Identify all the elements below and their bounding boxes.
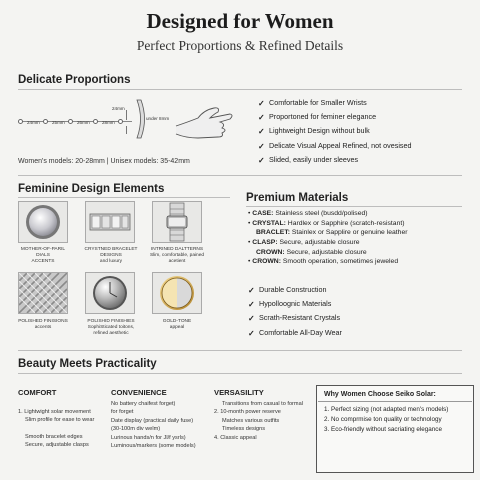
section-divider (18, 175, 462, 176)
section-divider (246, 206, 462, 207)
checklist-item: ✓ Comfortable for Smaller Wrists (258, 98, 367, 108)
checklist-item: ✓ Hypolloognic Materials (248, 299, 332, 310)
why-box-list (324, 406, 470, 434)
materials-checklist (248, 286, 468, 338)
page-title: Designed for Women (146, 9, 334, 33)
tile-caption: MOTHER-OF-PARIL DIALS ACCENTS (20, 247, 66, 264)
polished-dial-tile (85, 272, 135, 314)
why-women-choose-box (316, 385, 474, 473)
gold-tone-dial-icon (153, 273, 201, 313)
tile-caption: POLISHID FINISHIES SophiSticated toitons, refined aesthetic (87, 319, 135, 336)
checkmark-icon: ✓ (258, 127, 265, 137)
size-marker-icon (68, 119, 73, 124)
size-marker-icon (43, 119, 48, 124)
tile-caption: GOLD-TONE appeal (162, 319, 192, 330)
checkmark-icon: ✓ (258, 113, 265, 123)
checklist-item: ✓ Lightweight Design without bulk (258, 126, 370, 137)
why-box-title: Why Women Choose Seiko Solar: (324, 391, 436, 398)
premium-materials-heading: Premium Materials (246, 192, 349, 204)
checklist-item: ✓ Proportoned for feminer elegance (258, 112, 377, 123)
material-item: BRACLET: Stainlex or Sapplire or genuine leather (256, 229, 408, 237)
versatility-list: Transitions from casual to formal 2. 10-month power reserve Matches various outfits Timeless designs 4. Classic appeal (214, 401, 303, 441)
checkmark-icon: ✓ (258, 141, 265, 151)
materials-list (248, 209, 473, 267)
checklist-item: ✓ Slided, easily under sleeves (258, 154, 359, 165)
versatility-heading: VERSASILITY (214, 388, 264, 397)
size-label: 24mm (27, 120, 40, 125)
feminine-design-heading: Feminine Design Elements (18, 183, 165, 195)
bracelet-pattern-tile (152, 201, 202, 243)
bracelet-links-icon (86, 202, 134, 242)
proportion-checklist (258, 99, 473, 165)
convenience-heading: CONVENIENCE (111, 388, 167, 397)
checkmark-icon: ✓ (248, 300, 255, 310)
size-marker-icon (18, 119, 23, 124)
tile-caption: INTRINED DALTTERNS Slim, comfortable, pained acetient (149, 247, 205, 264)
gold-tone-tile (152, 272, 202, 314)
material-item: CROWN: Secure, adjustable closure (256, 248, 367, 256)
size-label: 26mm (77, 120, 90, 125)
checkmark-icon: ✓ (258, 99, 265, 108)
proportion-diagram (16, 96, 236, 148)
checklist-item: ✓ Comfortable All-Day Wear (248, 327, 342, 338)
woven-texture-icon (19, 273, 67, 313)
why-item: 1. Perfect sizing (not adapted men's models) (324, 406, 449, 413)
checkmark-icon: ✓ (258, 155, 265, 165)
checklist-item: ✓ Scrath-Resistant Crystals (248, 313, 341, 324)
comfort-heading: COMFORT (18, 388, 57, 397)
tile-caption: CRYSTNED BRACELET DESIGNS and luxury (84, 247, 138, 264)
size-marker-icon (118, 119, 123, 124)
checklist-item: ✓ Delicate Visual Appeal Refined, not ovesised (258, 140, 412, 151)
beauty-practicality-heading: Beauty Meets Practicality (18, 358, 157, 370)
comfort-list: 1. Lightwight solar movement Slim profile for ease to wear Smooth bracelet edges Secure, adjustable clasps (18, 409, 95, 449)
checkmark-icon: ✓ (248, 314, 255, 324)
section-divider (18, 197, 230, 198)
size-label: 25mm (52, 120, 65, 125)
material-item: • CLASP: Secure, adjustable closure (248, 238, 360, 246)
size-marker-icon (93, 119, 98, 124)
size-label: 28mm (102, 120, 115, 125)
checkmark-icon: ✓ (248, 286, 255, 295)
material-item: • CASE: Stainless steel (busdd/polised) (248, 210, 368, 217)
section-divider (18, 89, 462, 90)
mother-of-pearl-tile (18, 201, 68, 243)
why-item: 3. Eco-friendly without sacriating elegance (324, 425, 442, 433)
tile-caption: POLISHED FINISIONS accents (18, 319, 68, 330)
polished-dial-icon (86, 273, 134, 313)
material-item: • CRYSTAL: Hardlex or Sapphire (scratch-resistant) (248, 219, 405, 227)
page-subtitle: Perfect Proportions & Refined Details (136, 38, 344, 53)
material-item: • CROWN: Smooth operation, sometimes jeweled (248, 258, 399, 266)
convenience-list: No battery chaifest forget) for forget Date display (practical daily fuse) (30-100m div welm) Lurinous hands/n for Jl/f ysrls) Luminous/markers (some models) (111, 401, 196, 449)
hand-icon (174, 100, 236, 144)
polished-finish-tile (18, 272, 68, 314)
bracelet-tile (85, 201, 135, 243)
mother-of-pearl-dial-icon (19, 202, 67, 242)
section-divider (18, 350, 462, 351)
why-item: 2. No comprmise ton quality or technology (324, 415, 442, 423)
checklist-item: ✓ Durable Construction (248, 285, 327, 295)
checkmark-icon: ✓ (248, 328, 255, 338)
top-size-label: 24mm (112, 106, 125, 111)
models-size-note: Women's models: 20-28mm | Unisex models: 35-42mm (18, 158, 190, 165)
delicate-proportions-heading: Delicate Proportions (18, 74, 131, 86)
section-divider (18, 373, 462, 374)
watch-bracelet-icon (153, 202, 201, 242)
wrist-label: under 8mm (146, 116, 170, 121)
